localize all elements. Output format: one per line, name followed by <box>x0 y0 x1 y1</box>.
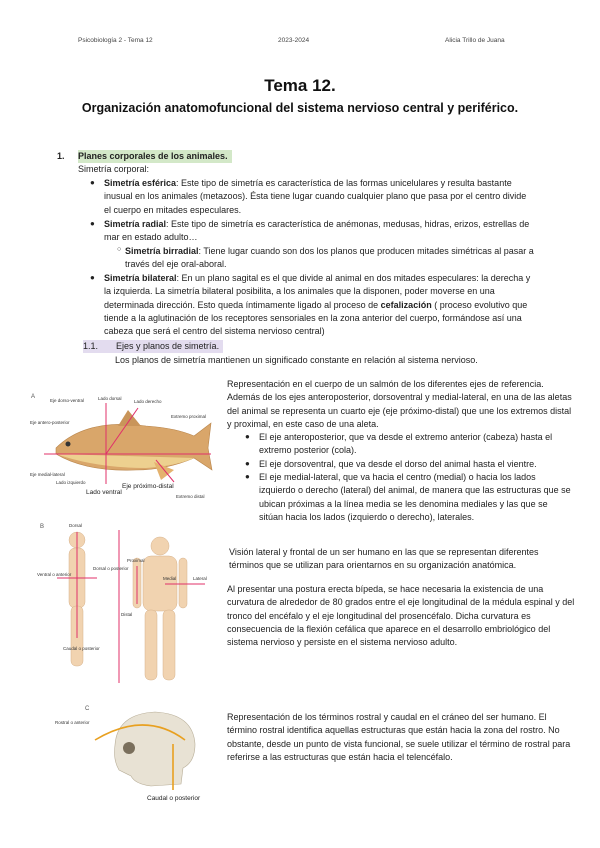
page-subtitle: Organización anatomofuncional del sistema nervioso central y periférico. <box>81 101 519 115</box>
section-number: 1. <box>57 151 65 161</box>
bullet-icon: ● <box>90 178 95 187</box>
section-intro: Simetría corporal: <box>78 164 150 174</box>
svg-text:Extremo distal: Extremo distal <box>176 494 205 499</box>
list-item: Simetría esférica: Este tipo de simetría es característica de las formas unicelulares y resulta bastante inusual en los animales (metazoos). Ésta tiene lugar cuando cualquier plano que pasa por el centro divide el cuerpo en mitades especulares. <box>104 178 527 215</box>
svg-text:Proximal: Proximal <box>127 558 145 563</box>
svg-text:Lado derecho: Lado derecho <box>134 399 162 404</box>
svg-text:Dorsal o posterior: Dorsal o posterior <box>93 566 129 571</box>
svg-text:Lado dorsal: Lado dorsal <box>98 396 122 401</box>
svg-text:Eje dorso-ventral: Eje dorso-ventral <box>50 398 85 403</box>
list-item: Simetría radial: Este tipo de simetría es característica de anémonas, medusas, hidras, erizos, estrellas de mar en estado adulto… <box>104 219 530 243</box>
svg-text:Lateral: Lateral <box>193 576 207 581</box>
svg-text:Rostral o anterior: Rostral o anterior <box>55 720 90 725</box>
svg-text:Dorsal: Dorsal <box>69 523 83 528</box>
list-item: El eje anteroposterior, que va desde el extremo anterior (cabeza) hasta el extremo posterior (cola). <box>259 432 553 456</box>
list-item: Simetría bilateral: En un plano sagital es el que divide al animal en dos mitades especulares: la derecha y la izquierda. La simetría bilateral posibilita, a los animales que la disponen, poder moverse en una determinada dirección. Esto queda íntimamente ligado al proceso de cefalización ( proceso evolutivo que tiende a la aglutinación de los receptores sensoriales en la zona anterior del cuerpo, formándose así una cabeza que será el centro del sistema nervioso central) <box>104 273 531 337</box>
page-title: Tema 12. <box>264 76 336 95</box>
subsection-heading: 1.1. Ejes y planos de simetría. <box>83 340 223 353</box>
subsection-intro: Los planos de simetría mantienen un significado constante en relación al sistema nervioso. <box>115 355 478 365</box>
bullet-icon: ● <box>90 219 95 228</box>
svg-text:Caudal o posterior: Caudal o posterior <box>63 646 100 651</box>
bullet-icon: ● <box>90 273 95 282</box>
list-item: El eje dorsoventral, que va desde el dorso del animal hasta el vientre. <box>259 459 537 469</box>
svg-text:C: C <box>85 706 90 712</box>
svg-text:Extremo proximal: Extremo proximal <box>171 414 207 419</box>
bullet-icon: ● <box>245 472 250 481</box>
svg-text:Eje medial-lateral: Eje medial-lateral <box>30 472 65 477</box>
circle-bullet-icon: ○ <box>117 246 122 253</box>
section-heading: Planes corporales de los animales. <box>78 150 232 163</box>
header-author: Alicia Trillo de Juana <box>445 37 505 44</box>
svg-text:Lado izquierdo: Lado izquierdo <box>56 480 86 485</box>
bullet-icon: ● <box>245 432 250 441</box>
human-caption: Visión lateral y frontal de un ser humano en las que se representan diferentes términos que se utilizan para orientarnos en su organización anatómica. <box>229 547 539 571</box>
svg-text:Caudal o posterior: Caudal o posterior <box>147 795 201 802</box>
svg-text:Eje próximo-distal: Eje próximo-distal <box>122 483 174 490</box>
salmon-axes-figure <box>26 388 220 502</box>
header-course: Psicobiología 2 - Tema 12 <box>78 37 153 44</box>
svg-text:Eje antero-posterior: Eje antero-posterior <box>30 420 70 425</box>
skull-caption: Representación de los términos rostral y caudal en el cráneo del ser humano. El término rostral identifica aquellas estructuras que están hacia la zona del rostro. No obstante, desde un punto de vista funcional, se suele utilizar el término de rostral para referirse a las estructuras que están hacia el telencéfalo. <box>227 712 571 762</box>
bullet-icon: ● <box>245 459 250 468</box>
svg-text:Distal: Distal <box>121 612 133 617</box>
svg-text:A: A <box>31 394 36 400</box>
list-item: Simetría birradial: Tiene lugar cuando son dos los planos que producen mitades simétricas al pasar a través del eje oral-aboral. <box>125 246 534 270</box>
human-orientation-figure <box>35 518 215 696</box>
skull-figure <box>55 700 215 808</box>
svg-text:Lado ventral: Lado ventral <box>86 489 122 496</box>
list-item: El eje medial-lateral, que va hacia el centro (medial) o hacia los lados izquierdo o derecho (lateral) del animal, de manera que las estructuras que se ubican próximas a la línea media se les denomina mediales y las que se sitúan hacia los lados (izquierdo o derecho), laterales. <box>259 472 571 522</box>
fish-caption: Representación en el cuerpo de un salmón de los diferentes ejes de referencia. Además de los ejes anteroposterior, dorsoventral y medial-lateral, en una de las aletas del animal se representa un cuarto eje (eje próximo-distal) que une los extremos distal y proximal, en este caso de una aleta. <box>227 379 572 429</box>
header-year: 2023-2024 <box>278 37 310 44</box>
svg-text:B: B <box>40 524 45 530</box>
svg-text:Ventral o anterior: Ventral o anterior <box>37 572 72 577</box>
human-paragraph: Al presentar una postura erecta bípeda, se hace necesaria la existencia de una curvatura de alrededor de 80 grados entre el eje longitudinal de la médula espinal y del tronco del encéfalo y el eje longitudinal del prosencéfalo. Dicha curvatura es consecuencia de la flexión cefálica que aparece en el desarrollo embriológico del sistema nervioso y persiste en el sistema nervioso adulto. <box>227 584 575 648</box>
svg-text:Medial: Medial <box>163 576 177 581</box>
